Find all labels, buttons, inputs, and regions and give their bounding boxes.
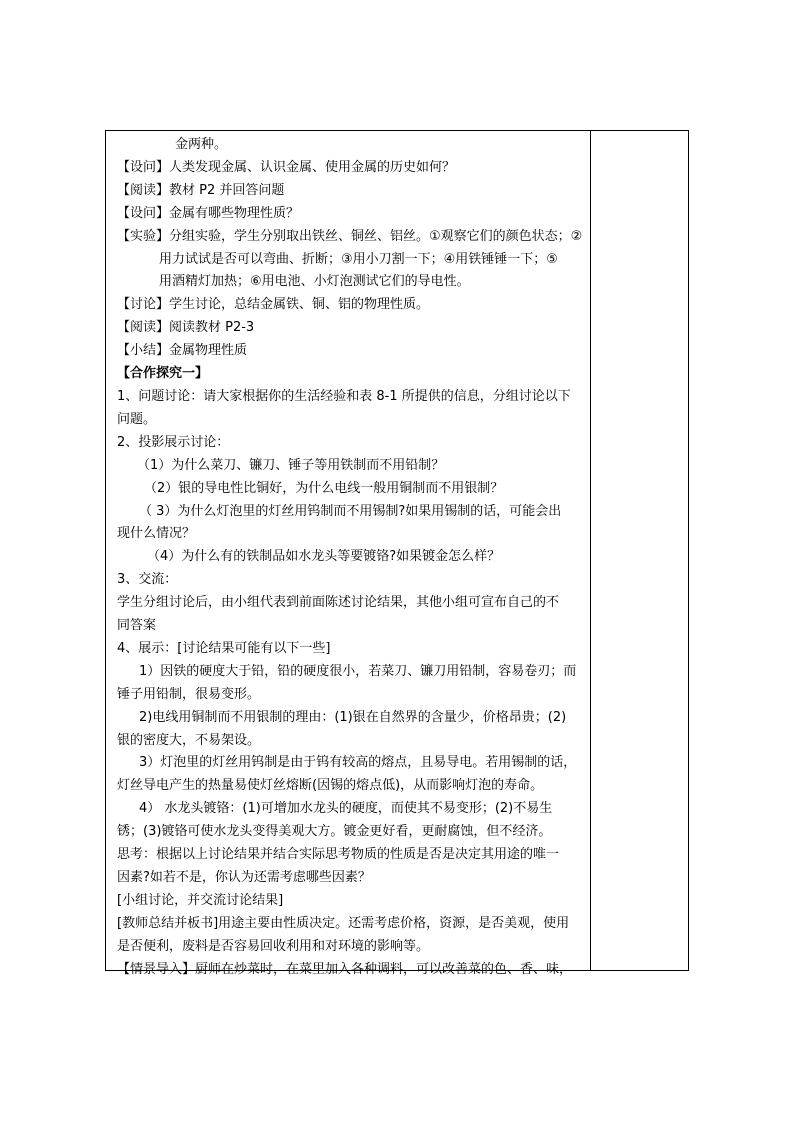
text-line: 用酒精灯加热；⑥用电池、小灯泡测试它们的导电性。 [159, 274, 470, 290]
text-line: 银的密度大，不易架设。 [117, 732, 261, 748]
text-line: 2)电线用铜制而不用银制的理由：(1)银在自然界的含量少，价格昂贵；(2) [139, 709, 567, 725]
text-line: 金两种。 [175, 137, 228, 152]
text-line: 锈；(3)镀铬可使水龙头变得美观大方。镀金更好看，更耐腐蚀，但不经济。 [117, 824, 552, 840]
text-line: （1）为什么菜刀、镰刀、锤子等用铁制而不用铅制？ [137, 457, 445, 473]
text-line: 【情景导入】厨师在炒菜时，在菜里加入各种调料，可以改善菜的色、香、味， [117, 961, 573, 977]
text-line: （4）为什么有的铁制品如水龙头等要镀铬?如果镀金怎么样？ [147, 549, 501, 565]
text-line: 现什么情况？ [117, 526, 196, 542]
text-line: [教师总结并板书]用途主要由性质决定。还需考虑价格，资源，是否美观，使用 [117, 915, 570, 931]
text-line: 【小结】金属物理性质 [117, 343, 248, 359]
text-line: 2、投影展示讨论： [117, 434, 230, 450]
text-line: 【讨论】学生讨论，总结金属铁、铜、铝的物理性质。 [117, 297, 430, 313]
text-line: 【设问】人类发现金属、认识金属、使用金属的历史如何？ [117, 159, 456, 175]
text-line: 1）因铁的硬度大于铅，铅的硬度很小，若菜刀、镰刀用铅制，容易卷刃；而 [139, 663, 577, 679]
text-line: 1、问题讨论：请大家根据你的生活经验和表 8-1 所提供的信息，分组讨论以下 [117, 388, 571, 404]
text-line: 【实验】分组实验，学生分别取出铁丝、铜丝、铝丝。①观察它们的颜色状态；② [117, 228, 583, 244]
text-line: 同答案 [117, 618, 157, 634]
text-line: 【阅读】阅读教材 P2-3 [117, 320, 255, 336]
text-line: 4） 水龙头镀铬：(1)可增加水龙头的硬度，而使其不易变形；(2)不易生 [139, 801, 553, 817]
text-line: 4、展示：[讨论结果可能有以下一些] [117, 640, 331, 656]
text-line: （2）银的导电性比铜好，为什么电线一般用铜制而不用银制？ [144, 480, 504, 496]
text-line: 【阅读】教材 P2 并回答问题 [117, 182, 285, 198]
lesson-table [105, 130, 689, 977]
text-line: （ 3）为什么灯泡里的灯丝用钨制而不用锡制?如果用锡制的话，可能会出 [139, 503, 562, 519]
text-line: 思考：根据以上讨论结果并结合实际思考物质的性质是否是决定其用途的唯一 [117, 847, 560, 863]
text-line: 用力试试是否可以弯曲、折断；③用小刀割一下；④用铁锤锤一下；⑤ [159, 251, 558, 267]
text-line: 学生分组讨论后，由小组代表到前面陈述讨论结果，其他小组可宣布自己的不 [117, 595, 560, 611]
text-line: 【合作探究一】 [117, 366, 209, 382]
text-line: 3）灯泡里的灯丝用钨制是由于钨有较高的熔点，且易导电。若用锡制的话， [139, 755, 577, 771]
text-line: 3、交流： [117, 572, 178, 588]
text-line: 问题。 [117, 411, 157, 427]
text-line: 【设问】金属有哪些物理性质？ [117, 205, 300, 221]
text-line: 是否便利，废料是否容易回收利用和对环境的影响等。 [117, 938, 430, 954]
text-line: [小组讨论，并交流讨论结果] [117, 892, 284, 908]
notes-cell [591, 131, 688, 970]
text-line: 锤子用铅制，很易变形。 [117, 686, 261, 702]
text-line: 灯丝导电产生的热量易使灯丝熔断(因锡的熔点低)，从而影响灯泡的寿命。 [117, 778, 544, 794]
text-line: 因素?如若不是，你认为还需考虑哪些因素？ [117, 870, 371, 885]
lesson-content-cell [117, 134, 587, 982]
